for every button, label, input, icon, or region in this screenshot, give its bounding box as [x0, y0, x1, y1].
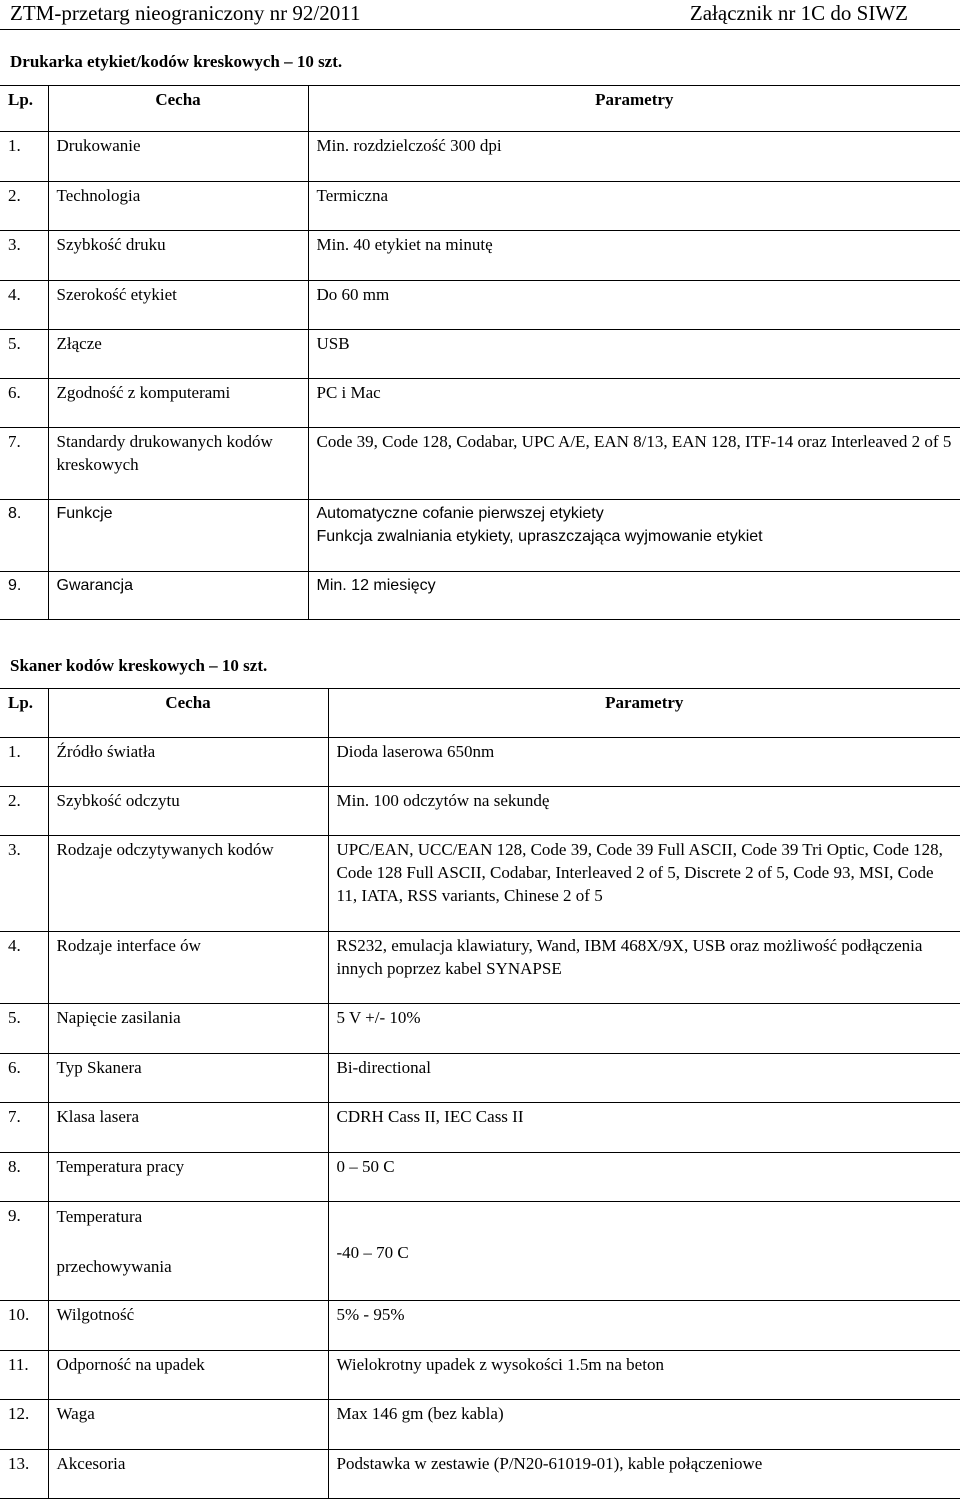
row-param: Code 39, Code 128, Codabar, UPC A/E, EAN 8/13, EAN 128, ITF-14 oraz Interleaved 2 of 5	[308, 428, 960, 500]
printer-spec-table	[0, 85, 960, 620]
row-param: USB	[308, 330, 960, 379]
table-row	[0, 132, 960, 182]
row-lp: 8.	[0, 1153, 48, 1202]
table-row	[0, 1004, 960, 1054]
row-cecha: Funkcje	[48, 500, 308, 572]
table-row	[0, 836, 960, 932]
row-param: PC i Mac	[308, 379, 960, 428]
header-divider	[0, 29, 960, 30]
row-cecha: Wilgotność	[48, 1301, 328, 1351]
column-header-cecha: Cecha	[48, 86, 308, 132]
row-param: 5 V +/- 10%	[328, 1004, 960, 1054]
column-header-cecha: Cecha	[48, 689, 328, 738]
column-header-lp: Lp.	[0, 689, 48, 738]
row-param: Min. 40 etykiet na minutę	[308, 231, 960, 281]
row-lp: 6.	[0, 379, 48, 428]
row-param: UPC/EAN, UCC/EAN 128, Code 39, Code 39 Full ASCII, Code 39 Tri Optic, Code 128, Code 128 Full ASCII, Codabar, Interleaved 2 of 5, Discrete 2 of 5, Code 93, MSI, Code 11, IATA, RSS variants, Chinese 2 of 5	[328, 836, 960, 932]
row-param: CDRH Cass II, IEC Cass II	[328, 1103, 960, 1153]
row-lp: 2.	[0, 787, 48, 836]
column-header-parametry: Parametry	[328, 689, 960, 738]
table-row	[0, 1301, 960, 1351]
table-header-row	[0, 86, 960, 132]
row-cecha: Szybkość odczytu	[48, 787, 328, 836]
row-cecha	[48, 1202, 328, 1301]
row-param: Bi-directional	[328, 1054, 960, 1103]
row-param: -40 – 70 C	[328, 1202, 960, 1301]
table-row	[0, 738, 960, 787]
row-lp: 12.	[0, 1400, 48, 1450]
row-lp: 9.	[0, 572, 48, 620]
column-header-lp: Lp.	[0, 86, 48, 132]
table-header-row	[0, 689, 960, 738]
table-row	[0, 1153, 960, 1202]
scanner-spec-table	[0, 688, 960, 1499]
section-title-printer: Drukarka etykiet/kodów kreskowych – 10 szt.	[10, 52, 343, 71]
row-param-line: Automatyczne cofanie pierwszej etykiety	[316, 505, 604, 522]
row-lp: 5.	[0, 330, 48, 379]
row-cecha: Szerokość etykiet	[48, 281, 308, 330]
row-lp: 3.	[0, 836, 48, 932]
row-lp: 7.	[0, 1103, 48, 1153]
row-lp: 5.	[0, 1004, 48, 1054]
header-attachment-label: Załącznik nr 1C do SIWZ	[689, 1, 908, 25]
row-param: Min. rozdzielczość 300 dpi	[308, 132, 960, 182]
row-param: 5% - 95%	[328, 1301, 960, 1351]
row-cecha: Odporność na upadek	[48, 1351, 328, 1400]
table-row	[0, 1450, 960, 1499]
row-param: Podstawka w zestawie (P/N20-61019-01), kable połączeniowe	[328, 1450, 960, 1499]
table-row	[0, 932, 960, 1004]
row-param	[308, 500, 960, 572]
row-lp: 13.	[0, 1450, 48, 1499]
row-lp: 8.	[0, 500, 48, 572]
table-row	[0, 1400, 960, 1450]
row-lp: 6.	[0, 1054, 48, 1103]
row-cecha-line: Temperatura	[56, 1207, 143, 1226]
row-lp: 3.	[0, 231, 48, 281]
row-param: Max 146 gm (bez kabla)	[328, 1400, 960, 1450]
row-cecha: Zgodność z komputerami	[48, 379, 308, 428]
row-lp: 7.	[0, 428, 48, 500]
table-row	[0, 428, 960, 500]
row-param: Wielokrotny upadek z wysokości 1.5m na beton	[328, 1351, 960, 1400]
row-cecha: Napięcie zasilania	[48, 1004, 328, 1054]
row-cecha: Rodzaje interface ów	[48, 932, 328, 1004]
section-title-scanner: Skaner kodów kreskowych – 10 szt.	[10, 656, 268, 675]
row-cecha: Technologia	[48, 182, 308, 231]
table-row	[0, 1202, 960, 1301]
header-tender-number: ZTM-przetarg nieograniczony nr 92/2011	[10, 1, 361, 25]
row-param-line: Funkcja zwalniania etykiety, upraszczająca wyjmowanie etykiet	[316, 528, 763, 545]
row-cecha: Gwarancja	[48, 572, 308, 620]
table-row	[0, 330, 960, 379]
table-row	[0, 182, 960, 231]
column-header-parametry: Parametry	[308, 86, 960, 132]
table-row	[0, 281, 960, 330]
row-cecha: Typ Skanera	[48, 1054, 328, 1103]
row-lp: 4.	[0, 281, 48, 330]
row-cecha: Rodzaje odczytywanych kodów	[48, 836, 328, 932]
table-row	[0, 500, 960, 572]
row-lp: 9.	[0, 1202, 48, 1301]
table-row	[0, 1351, 960, 1400]
row-lp: 2.	[0, 182, 48, 231]
row-lp: 1.	[0, 738, 48, 787]
row-cecha: Standardy drukowanych kodów kreskowych	[48, 428, 308, 500]
table-row	[0, 787, 960, 836]
row-param: Dioda laserowa 650nm	[328, 738, 960, 787]
row-cecha: Źródło światła	[48, 738, 328, 787]
row-param: Min. 100 odczytów na sekundę	[328, 787, 960, 836]
table-row	[0, 231, 960, 281]
row-param: Min. 12 miesięcy	[308, 572, 960, 620]
row-param: RS232, emulacja klawiatury, Wand, IBM 468X/9X, USB oraz możliwość podłączenia innych poprzez kabel SYNAPSE	[328, 932, 960, 1004]
row-cecha-line: przechowywania	[56, 1257, 172, 1276]
row-cecha: Drukowanie	[48, 132, 308, 182]
page-header	[0, 0, 960, 28]
table-row	[0, 379, 960, 428]
row-cecha: Klasa lasera	[48, 1103, 328, 1153]
row-param: Termiczna	[308, 182, 960, 231]
row-lp: 11.	[0, 1351, 48, 1400]
row-cecha: Waga	[48, 1400, 328, 1450]
row-cecha: Akcesoria	[48, 1450, 328, 1499]
row-cecha: Temperatura pracy	[48, 1153, 328, 1202]
table-row	[0, 1103, 960, 1153]
table-row	[0, 1054, 960, 1103]
row-lp: 1.	[0, 132, 48, 182]
row-param: Do 60 mm	[308, 281, 960, 330]
row-lp: 10.	[0, 1301, 48, 1351]
row-cecha: Złącze	[48, 330, 308, 379]
row-cecha: Szybkość druku	[48, 231, 308, 281]
table-row	[0, 572, 960, 620]
row-lp: 4.	[0, 932, 48, 1004]
row-param: 0 – 50 C	[328, 1153, 960, 1202]
